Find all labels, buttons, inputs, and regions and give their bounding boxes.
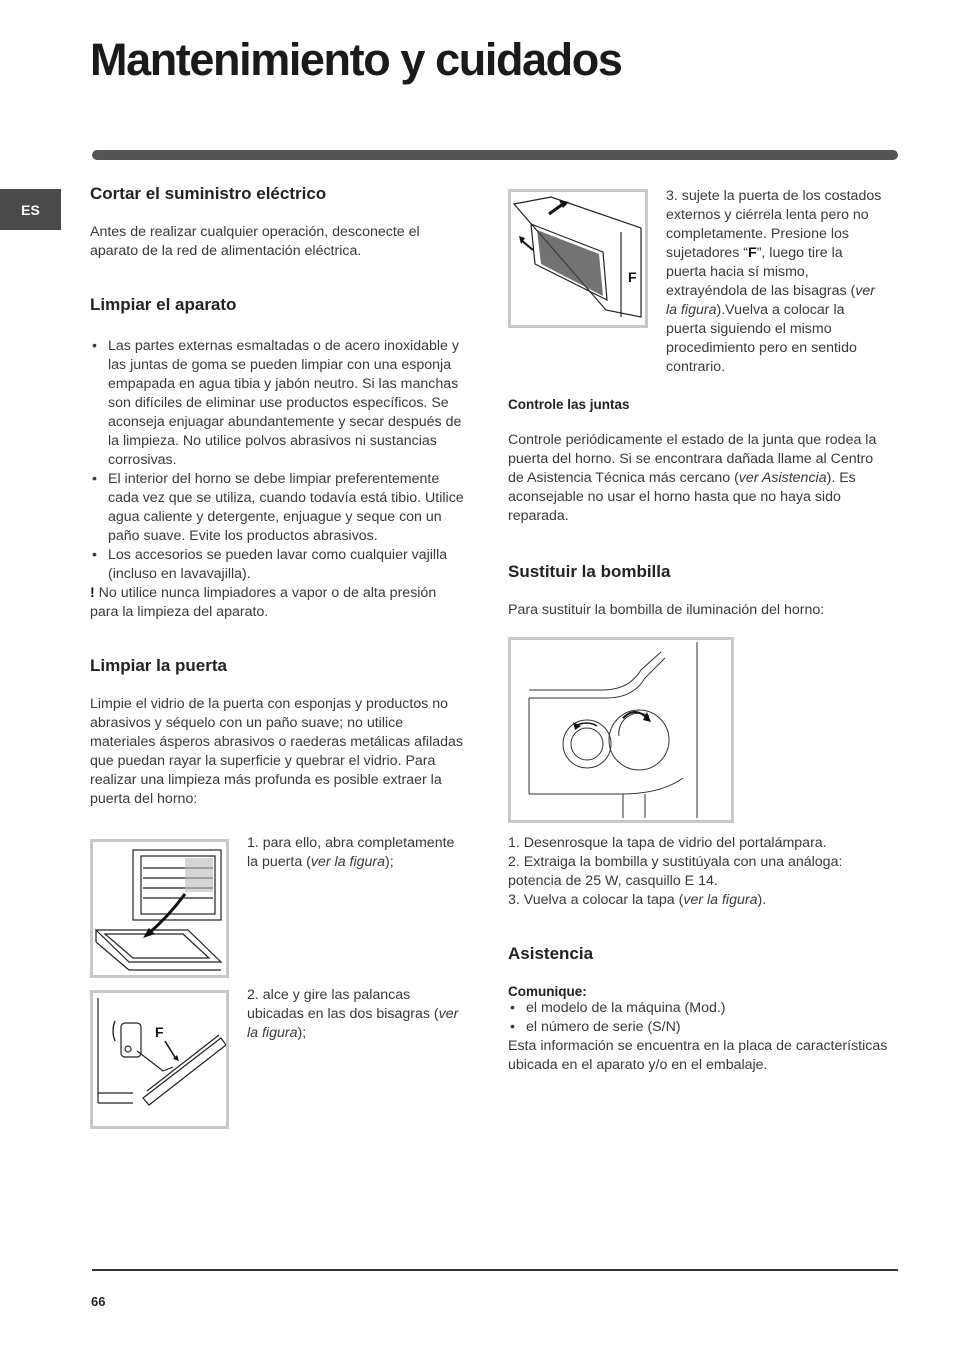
oven-door-open-illustration [93,842,226,975]
door-removal-illustration [511,192,645,325]
hinge-lever-illustration [93,993,226,1126]
bulb-steps [508,834,888,1075]
warning-text [90,584,468,622]
warning-mark: ! [90,585,95,601]
seals-text: Controle periódicamente el estado de la junta que rodea la puerta del horno. Si se encontrara dañada llame al Centro de Asistencia Técnica más cercano (ver Asistencia). Es aconsejable no usar el horno hasta que no haya sido reparada. [508,432,877,524]
footer-rule [92,1269,898,1271]
power-text: Antes de realizar cualquier operación, desconecte el aparato de la red de alimentación eléctrica. [90,224,420,259]
list-item: • Los accesorios se pueden lavar como cualquier vajilla (incluso en lavavajilla). [90,546,468,584]
right-column [508,397,888,620]
header-rule [92,150,898,160]
list-item: • el número de serie (S/N) [508,1018,888,1037]
assist-sub: Comunique: [508,984,587,999]
clean-heading: Limpiar el aparato [90,295,237,314]
door-heading: Limpiar la puerta [90,656,227,675]
list-item: • Las partes externas esmaltadas o de acero inoxidable y las juntas de goma se pueden limpiar con una esponja empapada en agua tibia y jabón neutro. Si las manchas son difíciles de eliminar use productos específicos. Se aconseja enjuagar abundantemente y secar después de la limpieza. No utilice polvos abrasivos ni sustancias corrosivas. [90,337,468,470]
power-heading: Cortar el suministro eléctrico [90,184,327,203]
list-item: • el modelo de la máquina (Mod.) [508,999,888,1018]
bulb-intro: Para sustituir la bombilla de iluminación del horno: [508,602,825,618]
warning-body: No utilice nunca limpiadores a vapor o de alta presión para la limpieza del aparato. [90,585,437,620]
bulb-illustration [511,640,731,820]
figure-door-open [90,839,229,978]
page-number: 66 [91,1294,106,1309]
seals-heading: Controle las juntas [508,397,630,412]
assist-text: Esta información se encuentra en la placa de características ubicada en el aparato y/o en el embalaje. [508,1038,888,1073]
door-step1: 1. para ello, abra completamente la puerta (ver la figura); [247,835,455,870]
figure-bulb [508,637,734,823]
bulb-step3: 3. Vuelva a colocar la tapa (ver la figura). [508,892,767,908]
list-item: • El interior del horno se debe limpiar preferentemente cada vez que se utiliza, cuando todavía está tibio. Utilice agua caliente y detergente, enjuague y seque con un paño suave. Evite los productos abrasivos. [90,470,468,546]
bulb-heading: Sustituir la bombilla [508,562,671,581]
door-text: Limpie el vidrio de la puerta con esponjas y productos no abrasivos y séquelo con un paño suave; no utilice materiales ásperos abrasivos o raederas metálicas afiladas que puedan rayar la superficie y quebrar el vidrio. Para realizar una limpieza más profunda es posible extraer la puerta del horno: [90,696,463,807]
figure-door-removal [508,189,648,328]
language-tab: ES [0,189,61,230]
left-column [90,183,468,809]
assist-heading: Asistencia [508,944,594,963]
bulb-step2: 2. Extraiga la bombilla y sustitúyala con una análoga: potencia de 25 W, casquillo E 14. [508,854,843,889]
door-step2: 2. alce y gire las palancas ubicadas en las dos bisagras (ver la figura); [247,987,459,1041]
figure-label-f: F [628,269,637,285]
bulb-step1: 1. Desenrosque la tapa de vidrio del portalámpara. [508,835,827,851]
door-step3: 3. sujete la puerta de los costados externos y ciérrela lenta pero no completamente. Presione los sujetadores “F”, luego tire la puerta hacia sí mismo, extrayéndola de las bisagras (ver la figura).Vuelva a colocar la puerta siguiendo el mismo procedimiento pero en sentido contrario. [666,188,882,375]
clean-bullets [90,337,468,584]
page-title: Mantenimiento y cuidados [90,34,622,85]
figure-label-f: F [155,1024,164,1040]
figure-hinge-levers [90,990,229,1129]
